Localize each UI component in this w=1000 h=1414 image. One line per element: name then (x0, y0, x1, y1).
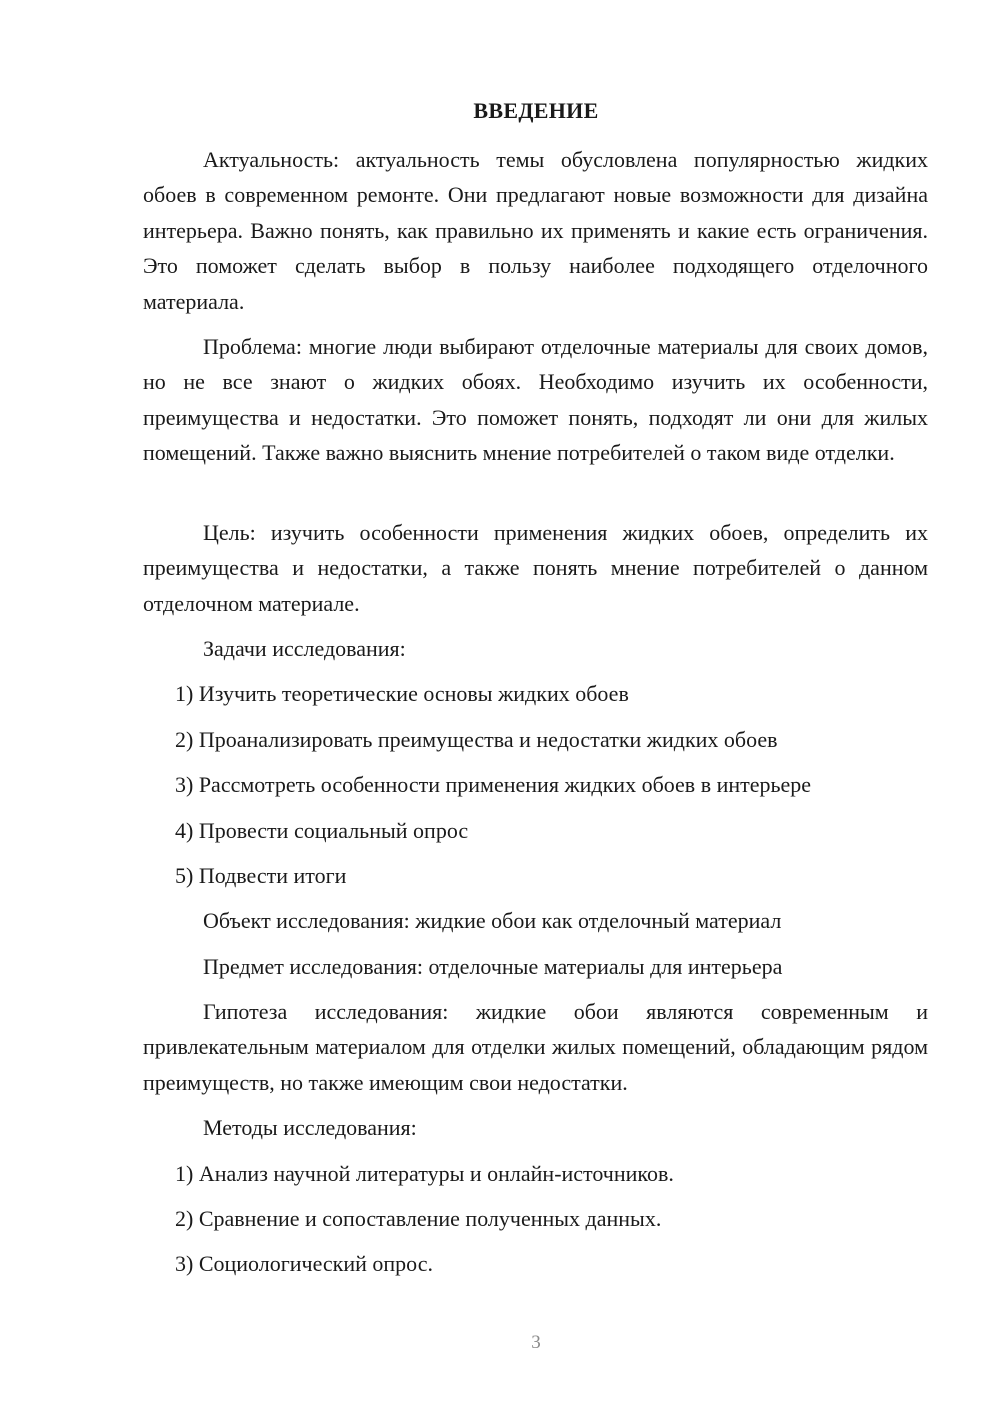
page-title: ВВЕДЕНИЕ (473, 98, 599, 123)
tasks-title: Задачи исследования: (203, 636, 406, 661)
page-number: 3 (531, 1332, 541, 1353)
task-item: 4) Провести социальный опрос (175, 818, 469, 843)
hypothesis-paragraph: Гипотеза исследования: жидкие обои являются современным и привлекательным материалом для отделки жилых помещений, обладающим рядом преимуществ, но также имеющим свои недостатки. (143, 999, 928, 1095)
methods-title: Методы исследования: (203, 1115, 417, 1140)
method-item: 3) Социологический опрос. (175, 1251, 433, 1276)
object-paragraph: Объект исследования: жидкие обои как отделочный материал (203, 908, 782, 933)
task-item: 3) Рассмотреть особенности применения жидких обоев в интерьере (175, 772, 812, 797)
goal-paragraph: Цель: изучить особенности применения жидких обоев, определить их преимущества и недостатки, а также понять мнение потребителей о данном отделочном материале. (143, 520, 928, 616)
method-item: 2) Сравнение и сопоставление полученных данных. (175, 1206, 662, 1231)
method-item: 1) Анализ научной литературы и онлайн-источников. (175, 1161, 674, 1186)
problem-paragraph: Проблема: многие люди выбирают отделочные материалы для своих домов, но не все знают о жидких обоях. Необходимо изучить их особенности, преимущества и недостатки. Это поможет понять, подходят ли они для жилых помещений. Также важно выяснить мнение потребителей о таком виде отделки. (143, 334, 928, 466)
task-item: 5) Подвести итоги (175, 863, 347, 888)
subject-paragraph: Предмет исследования: отделочные материалы для интерьера (203, 954, 783, 979)
relevance-paragraph: Актуальность: актуальность темы обусловлена популярностью жидких обоев в современном ремонте. Они предлагают новые возможности для дизайна интерьера. Важно понять, как правильно их применять и какие есть ограничения. Это поможет сделать выбор в пользу наиболее подходящего отделочного материала. (143, 147, 928, 314)
task-item: 2) Проанализировать преимущества и недостатки жидких обоев (175, 727, 778, 752)
task-item: 1) Изучить теоретические основы жидких обоев (175, 681, 629, 706)
